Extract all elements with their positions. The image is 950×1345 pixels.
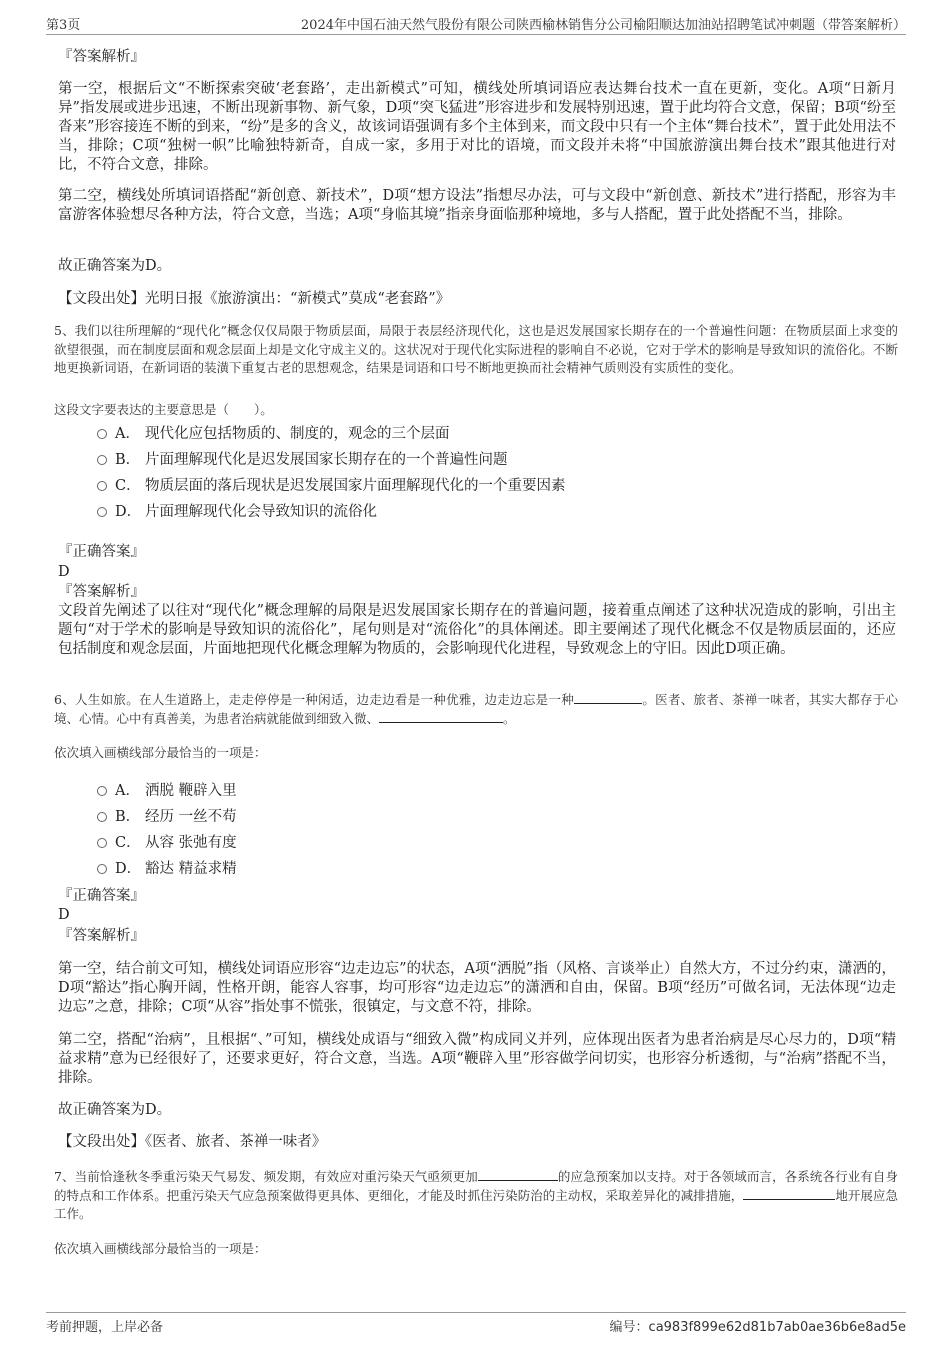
q5-option-c[interactable]: C． 物质层面的落后现状是迟发展国家片面理解现代化的一个重要因素 [97,476,566,496]
q5-option-a[interactable]: A． 现代化应包括物质的、制度的，观念的三个层面 [97,424,450,444]
q6-analysis-p1: 第一空，结合前文可知，横线处词语应形容“边走边忘”的状态，A项“洒脱”指（风格、言谈举止）自然大方，不过分约束，潇洒的，D项“豁达”指心胸开阔，性格开朗，能容人容事，均可形容“边走边忘”的潇洒和自由，保留。B项“经历”可做名词，无法体现“边走边忘”之意，排除；C项“从容”指处事不慌张，很镇定，与文意不符，排除。 [58,961,896,1015]
document-code: 编号：ca983f899e62d81b7ab0ae36b6e8ad5e [609,1320,906,1335]
q6-option-a[interactable]: A． 洒脱 鞭辟入里 [97,781,237,801]
q6-blank-1 [574,691,642,704]
q5-answer-label: 『正确答案』 [58,544,145,560]
radio-icon[interactable] [97,507,107,517]
q5-option-b[interactable]: B． 片面理解现代化是迟发展国家长期存在的一个普遍性问题 [97,450,508,470]
page-number: 第3页 [46,18,81,33]
q4-source: 【文段出处】光明日报《旅游演出：“新模式”莫成“老套路”》 [58,291,451,307]
radio-icon[interactable] [97,838,107,848]
q5-answer: D [58,564,70,580]
q6-analysis-conclusion: 故正确答案为D。 [58,1102,172,1118]
q5-ask: 这段文字要表达的主要意思是（ ）。 [54,402,273,417]
q6-analysis-p2: 第二空，搭配“治病”，且根据“、”可知，横线处成语与“细致入微”构成同义并列，应体现出医者为患者治病是尽心尽力的，D项“精益求精”意为已经很好了，还要求更好，符合文意，当选。A项“鞭辟入里”形容做学问切实，也形容分析透彻，与“治病”搭配不当，排除。 [58,1032,896,1086]
radio-icon[interactable] [97,786,107,796]
document-title: 2024年中国石油天然气股份有限公司陕西榆林销售分公司榆阳顺达加油站招聘笔试冲刺题（带答案解析） [300,18,906,33]
radio-icon[interactable] [97,455,107,465]
page-header [46,14,906,35]
footer-slogan: 考前押题，上岸必备 [46,1320,164,1335]
q6-ask: 依次填入画横线部分最恰当的一项是： [54,745,267,760]
q5-option-d[interactable]: D． 片面理解现代化会导致知识的流俗化 [97,502,377,522]
q7-ask: 依次填入画横线部分最恰当的一项是： [54,1241,267,1256]
q5-stem: 5、我们以往所理解的“现代化”概念仅仅局限于物质层面，局限于表层经济现代化，这也是迟发展国家长期存在的一个普遍性问题：在物质层面上求变的欲望很强，而在制度层面和观念层面上却是文化守成主义的。这状况对于现代化实际进程的影响自不必说，它对于学术的影响是导致知识的流俗化。不断地更换新词语，在新词语的装潢下重复古老的思想观念，结果是词语和口号不断地更换而社会精神气质则没有实质性的变化。 [54,323,898,375]
q5-analysis-label: 『答案解析』 [58,584,145,600]
q6-blank-2 [379,710,503,723]
q5-analysis: 文段首先阐述了以往对“现代化”概念理解的局限是迟发展国家长期存在的普遍问题，接着重点阐述了这种状况造成的影响，引出主题句“对于学术的影响是导致知识的流俗化”，尾句则是对“流俗化”的具体阐述。即主要阐述了现代化概念不仅是物质层面的，还应包括制度和观念层面，片面地把现代化概念理解为物质的，会影响现代化进程，导致观念上的守旧。因此D项正确。 [58,603,896,657]
radio-icon[interactable] [97,481,107,491]
q6-stem: 6、人生如旅。在人生道路上，走走停停是一种闲适，边走边看是一种优雅，边走边忘是一种 。医者、旅者、茶禅一味者，其实大都存于心境、心情。心中有真善美，为患者治病就能做到细致入微、 。 [54,692,898,726]
q4-analysis-p2: 第二空，横线处所填词语搭配“新创意、新技术”，D项“想方设法”指想尽办法，可与文段中“新创意、新技术”进行搭配，形容为丰富游客体验想尽各种方法，符合文意，当选；A项“身临其境”指亲身面临那种境地，多与人搭配，置于此处搭配不当，排除。 [58,188,896,223]
q7-stem: 7、当前恰逢秋冬季重污染天气易发、频发期，有效应对重污染天气亟须更加 的应急预案加以支持。对于各领域而言，各系统各行业有自身的特点和工作体系。把重污染天气应急预案做得更具体、更细化，才能及时抓住污染防治的主动权，采取差异化的减排措施， 地开展应急工作。 [54,1169,898,1221]
radio-icon[interactable] [97,864,107,874]
q4-analysis-conclusion: 故正确答案为D。 [58,258,172,274]
q6-option-b[interactable]: B． 经历 一丝不苟 [97,807,237,827]
radio-icon[interactable] [97,812,107,822]
q6-option-d[interactable]: D． 豁达 精益求精 [97,859,237,879]
q6-answer-label: 『正确答案』 [58,888,145,904]
q6-option-c[interactable]: C． 从容 张弛有度 [97,833,237,853]
q4-analysis-label: 『答案解析』 [58,49,145,65]
q6-source: 【文段出处】《医者、旅者、茶禅一味者》 [58,1134,327,1150]
q7-blank-1 [478,1168,558,1181]
q4-analysis-p1: 第一空，根据后文“不断探索突破‘老套路’，走出新模式”可知，横线处所填词语应表达舞台技术一直在更新，变化。A项“日新月异”指发展或进步迅速，不断出现新事物、新气象，D项“突飞猛进”形容进步和发展特别迅速，置于此均符合文意，保留；B项“纷至沓来”形容接连不断的到来，“纷”是多的含义，故该词语强调有多个主体到来，而文段中只有一个主体“舞台技术”，置于此处用法不当，排除；C项“独树一帜”比喻独特新奇，自成一家，多用于对比的语境，而文段并未将“中国旅游演出舞台技术”跟其他进行对比，不符合文意，排除。 [58,81,896,173]
radio-icon[interactable] [97,429,107,439]
page-footer [46,1312,906,1335]
q6-analysis-label: 『答案解析』 [58,928,145,944]
q6-answer: D [58,907,70,923]
q7-blank-2 [743,1187,835,1200]
